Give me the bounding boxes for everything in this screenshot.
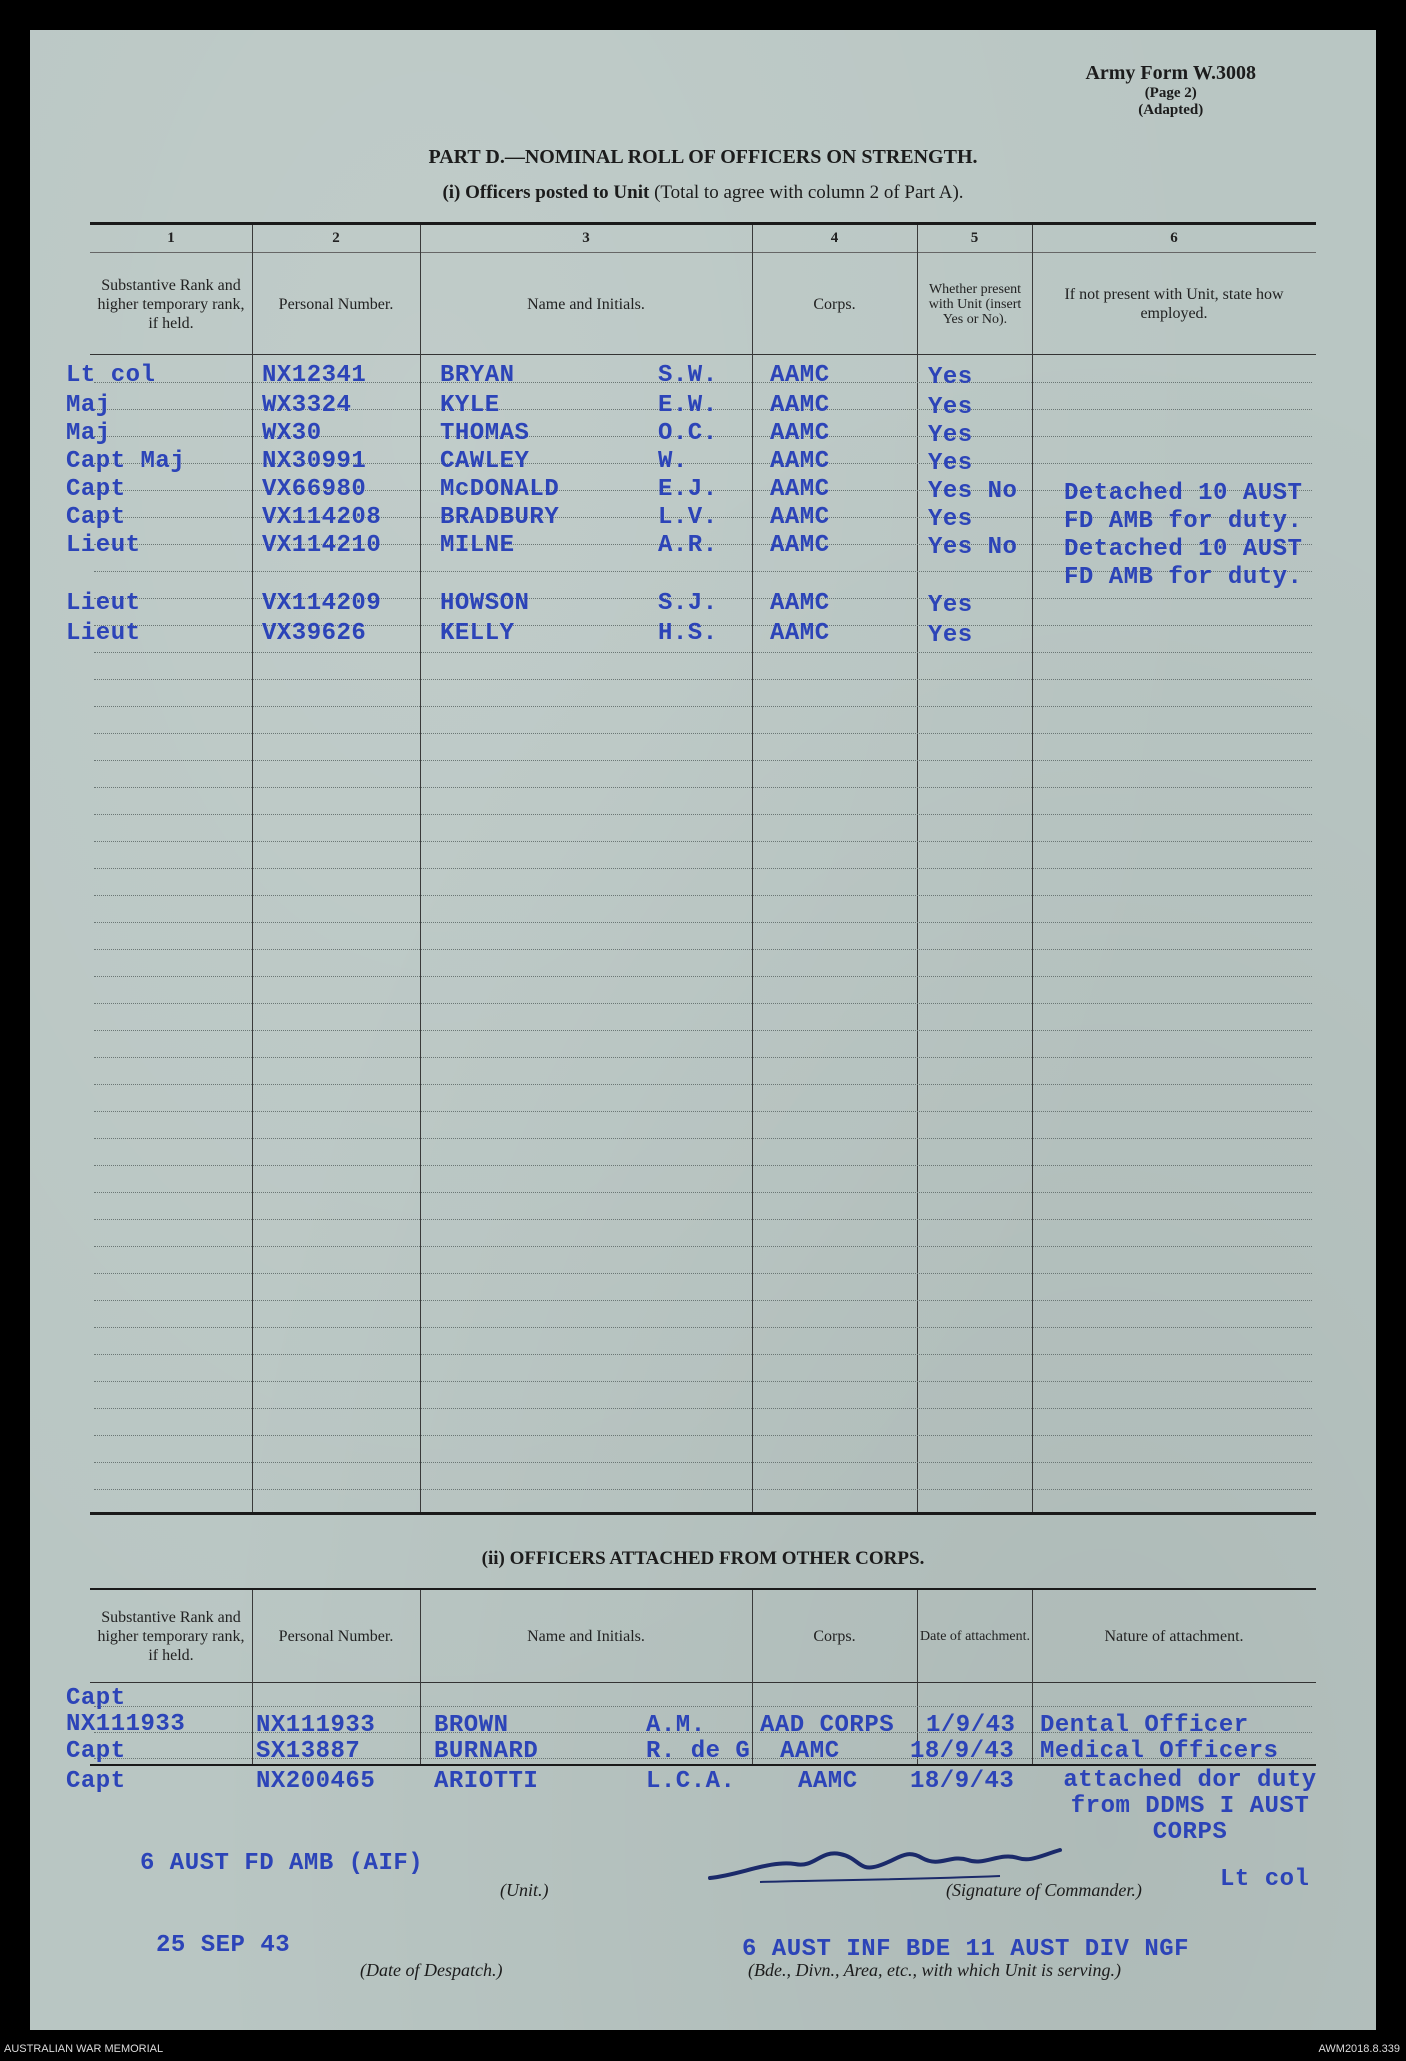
att2-rank: Capt [66,1738,126,1765]
row1-corps: AAMC [770,362,830,389]
row-guide [94,1408,1312,1409]
table1-top-rule [90,222,1316,225]
section1-heading [30,182,1376,204]
form-sheet [30,30,1376,2030]
att3-date: 18/9/43 [910,1768,1015,1795]
form-adapted: (Adapted) [1138,102,1204,118]
att3-corps: AAMC [798,1768,858,1795]
section1-title: (i) Officers posted to Unit [442,182,650,203]
row-guide [94,706,1312,707]
row5-rank: Capt [66,476,126,503]
row-guide [94,652,1312,653]
col-number: 4 [830,230,839,246]
col-number: 1 [167,230,175,246]
row8-corps: AAMC [770,590,830,617]
form-name: Army Form W.3008 [1085,62,1256,84]
row8-number: VX114209 [262,590,382,617]
row8-initials: S.J. [658,590,718,617]
table2-divider [752,1590,753,1764]
att1-initials: A.M. [646,1712,706,1739]
row3-name: THOMAS [440,420,530,447]
att1-nature: Dental Officer [1040,1712,1249,1739]
row3-present: Yes [928,422,973,449]
row1-present: Yes [928,364,973,391]
table2-divider [420,1590,421,1764]
row-guide [94,787,1312,788]
row8-rank: Lieut [66,590,141,617]
col-number: 3 [582,230,590,246]
row3-initials: O.C. [658,420,718,447]
table1-bottom-rule [90,1512,1316,1515]
row5-number: VX66980 [262,476,367,503]
row-guide [94,1219,1312,1220]
table2-divider [252,1590,253,1764]
col-header-present: Whether present with Unit (insert Yes or No). [928,281,1022,327]
att2-number: SX13887 [256,1738,361,1765]
row-guide [94,1192,1312,1193]
col-header-name: Name and Initials. [527,295,645,313]
att2-initials: R. de G [646,1738,751,1765]
row-guide [94,976,1312,977]
row5-name: McDONALD [440,476,560,503]
row6-initials: L.V. [658,504,718,531]
row6-present: Yes [928,506,973,533]
col-header-rank: Substantive Rank and higher temporary rank, if held. [97,276,245,332]
col-number: 6 [1170,230,1178,246]
row-guide [94,1165,1312,1166]
row-guide [94,1489,1312,1490]
row8-present: Yes [928,592,973,619]
watermark-left: AUSTRALIAN WAR MEMORIAL [4,2043,164,2055]
col2-header-nature: Nature of attachment. [1104,1627,1244,1645]
row4-corps: AAMC [770,448,830,475]
row7-name: MILNE [440,532,515,559]
row-guide [94,760,1312,761]
row5-employed: Detached 10 AUST FD AMB for duty. [1064,480,1303,535]
row2-present: Yes [928,394,973,421]
despatch-date-value: 25 SEP 43 [156,1932,291,1959]
row4-number: NX30991 [262,448,367,475]
serving-caption: (Bde., Divn., Area, etc., with which Unit is serving.) [748,1960,1121,1980]
col2-header-name: Name and Initials. [527,1627,645,1645]
row7-rank: Lieut [66,532,141,559]
row-guide [94,841,1312,842]
unit-caption: (Unit.) [500,1880,549,1900]
att2-nature: Medical Officers [1040,1738,1279,1765]
att1-number: NX111933 [256,1712,376,1739]
row7-number: VX114210 [262,532,382,559]
section1-note: (Total to agree with column 2 of Part A). [654,182,964,203]
despatch-caption: (Date of Despatch.) [360,1960,503,1980]
att2-date: 18/9/43 [910,1738,1015,1765]
row-guide [94,1327,1312,1328]
att1-name: BROWN [434,1712,509,1739]
row-guide [94,1111,1312,1112]
signer-rank: Lt col [1220,1866,1310,1893]
col2-header-corps: Corps. [813,1627,856,1645]
col2-header-rank: Substantive Rank and higher temporary rank, if held. [97,1608,245,1664]
row6-rank: Capt [66,504,126,531]
row-guide [94,1354,1312,1355]
row9-corps: AAMC [770,620,830,647]
row2-corps: AAMC [770,392,830,419]
row-guide [94,1300,1312,1301]
row7-present: Yes No [928,534,1018,561]
table2-top-rule [90,1588,1316,1590]
row2-rank: Maj [66,392,111,419]
table2-header-rule [90,1682,1316,1683]
watermark-right: AWM2018.8.339 [1318,2043,1400,2055]
att3-rank: Capt [66,1768,126,1795]
row2-name: KYLE [440,392,500,419]
col-header-employed: If not present with Unit, state how employed. [1064,286,1284,322]
row-guide [94,1462,1312,1463]
row-guide [94,1084,1312,1085]
att2-name: BURNARD [434,1738,539,1765]
row-guide [94,1273,1312,1274]
col-header-personal-number: Personal Number. [278,295,394,313]
row6-name: BRADBURY [440,504,560,531]
row-guide [94,868,1312,869]
row4-rank: Capt Maj [66,448,186,475]
row1-name: BRYAN [440,362,515,389]
row3-number: WX30 [262,420,322,447]
form-page: (Page 2) [1144,85,1197,101]
table2-divider [1032,1590,1033,1764]
row9-number: VX39626 [262,620,367,647]
row2-number: WX3324 [262,392,352,419]
att2-corps: AAMC [780,1738,840,1765]
row-guide [94,733,1312,734]
row-guide [94,922,1312,923]
att1-date: 1/9/43 [926,1712,1016,1739]
row7-initials: A.R. [658,532,718,559]
row6-corps: AAMC [770,504,830,531]
row2-initials: E.W. [658,392,718,419]
row-guide [94,1246,1312,1247]
serving-with-value: 6 AUST INF BDE 11 AUST DIV NGF [742,1936,1190,1963]
att1-rank: Capt NX111933 [66,1685,186,1738]
row1-number: NX12341 [262,362,367,389]
row7-corps: AAMC [770,532,830,559]
row1-rank: Lt col [66,362,156,389]
section2-title: (ii) OFFICERS ATTACHED FROM OTHER CORPS. [481,1548,925,1569]
row6-number: VX114208 [262,504,382,531]
att3-name: ARIOTTI [434,1768,539,1795]
row5-present: Yes No [928,478,1018,505]
row4-present: Yes [928,450,973,477]
row8-name: HOWSON [440,590,530,617]
att3-nature: attached dor duty from DDMS I AUST CORPS [1063,1767,1317,1846]
col-number: 2 [332,230,340,246]
col-header-corps: Corps. [813,295,856,313]
row-guide [94,895,1312,896]
row4-name: CAWLEY [440,448,530,475]
row-guide [94,1138,1312,1139]
part-title: PART D.—NOMINAL ROLL OF OFFICERS ON STRENGTH. [428,146,978,168]
att3-number: NX200465 [256,1768,376,1795]
row3-rank: Maj [66,420,111,447]
row9-initials: H.S. [658,620,718,647]
row5-initials: E.J. [658,476,718,503]
row3-corps: AAMC [770,420,830,447]
row4-initials: W. [658,448,688,475]
col2-header-date: Date of attachment. [920,1628,1031,1644]
row-guide [94,1435,1312,1436]
row5-corps: AAMC [770,476,830,503]
att1-corps: AAD CORPS [760,1712,895,1739]
unit-value: 6 AUST FD AMB (AIF) [140,1850,424,1877]
row9-name: KELLY [440,620,515,647]
row7-employed: Detached 10 AUST FD AMB for duty. [1064,536,1303,591]
col-number: 5 [970,230,979,246]
signature-caption: (Signature of Commander.) [946,1880,1142,1900]
row-guide [94,1003,1312,1004]
row-guide [94,1057,1312,1058]
col2-header-personal-number: Personal Number. [278,1627,394,1645]
form-identifier [1085,62,1256,119]
row-guide [94,1030,1312,1031]
row9-present: Yes [928,622,973,649]
row9-rank: Lieut [66,620,141,647]
row-guide [94,1381,1312,1382]
row1-initials: S.W. [658,362,718,389]
table1-number-rule [90,252,1316,253]
att3-initials: L.C.A. [646,1768,736,1795]
row-guide [94,949,1312,950]
table1-header-rule [90,354,1316,355]
row-guide [94,814,1312,815]
row-guide [94,1706,1312,1707]
row-guide [94,679,1312,680]
